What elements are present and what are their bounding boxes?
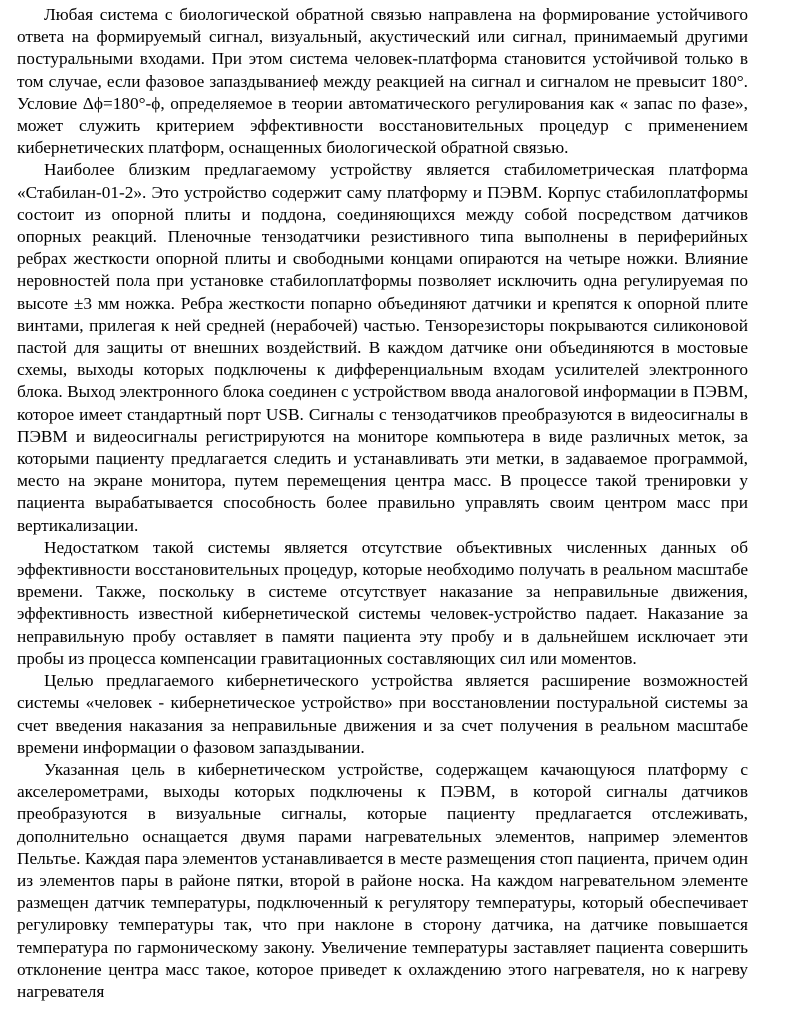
paragraph-stabilan-prototype: Наиболее близким предлагаемому устройству является стабилометрическая платформа «Стабилан-01-2». Это устройство содержит саму платформу и ПЭВМ. Корпус стабилоплатформы состоит из опорной плиты и поддона, соединяющихся между собой посредством датчиков опорных реакций. Пленочные тензодатчики резистивного типа выполнены в периферийных ребрах жесткости опорной плиты и свободными концами опираются на четыре ножки. Влияние неровностей пола при установке стабилоплатформы позволяет исключить одна регулируемая по высоте ±3 мм ножка. Ребра жесткости попарно объединяют датчики и крепятся к опорной плите винтами, прилегая к ней средней (нерабочей) частью. Тензорезисторы покрываются силиконовой пастой для защиты от внешних воздействий. В каждом датчике они объединяются в мостовые схемы, выходы которых подключены к дифференциальным входам усилителей электронного блока. Выход электронного блока соединен с устройством ввода аналоговой информации в ПЭВМ, которое имеет стандартный порт USB. Сигналы с тензодатчиков преобразуются в видеосигналы в ПЭВМ и видеосигналы регистрируются на мониторе компьютера в виде различных меток, за которыми пациенту предлагается следить и устанавливать эти метки, в задаваемое программой, место на экране монитора, путем перемещения центра масс. В процессе такой тренировки у пациента вырабатывается способность более правильно управлять своим центром масс при вертикализации. bbox=[17, 160, 749, 535]
document-page bbox=[17, 4, 748, 1003]
paragraph-device-goal: Целью предлагаемого кибернетического устройства является расширение возможностей системы «человек - кибернетическое устройство» при восстановлении постуральной системы за счет введения наказания за неправильные движения и за счет получения в реальном масштабе времени информации о фазовом запаздывании. bbox=[17, 671, 748, 757]
paragraph-prototype-drawbacks: Недостатком такой системы является отсутствие объективных численных данных об эффективности восстановительных процедур, которые необходимо получать в реальном масштабе времени. Также, поскольку в системе отсутствует наказание за неправильные движения, эффективность известной кибернетической системы человек-устройство падает. Наказание за неправильную пробу оставляет в памяти пациента эту пробу и в дальнейшем исключает эти пробы из процесса компенсации гравитационных составляющих сил или моментов. bbox=[17, 537, 748, 668]
paragraph-device-description: Указанная цель в кибернетическом устройстве, содержащем качающуюся платформу с акселерометрами, выходы которых подключены к ПЭВМ, в которой сигналы датчиков преобразуются в визуальные сигналы, которые пациенту предлагается отслеживать, дополнительно оснащается двумя парами нагревательных элементов, например элементов Пельтье. Каждая пара элементов устанавливается в месте размещения стоп пациента, причем один из элементов пары в районе пятки, второй в районе носка. На каждом нагревательном элементе размещен датчик температуры, подключенный к регулятору температуры, который обеспечивает регулировку температуры так, что при наклоне в сторону датчика, на датчике повышается температура по гармоническому закону. Увеличение температуры заставляет пациента совершить отклонение центра масс такое, которое приведет к охлаждению этого нагревателя, но к нагреву нагревателя bbox=[17, 759, 748, 1001]
paragraph-biofeedback-intro: Любая система с биологической обратной связью направлена на формирование устойчивого ответа на формируемый сигнал, визуальный, акустический или сигнал, принимаемый другими постуральными входами. При этом система человек-платформа становится устойчивой только в том случае, если фазовое запаздываниеϕ между реакцией на сигнал и сигналом не превысит 180°. Условие Δϕ=180°-ϕ, определяемое в теории автоматического регулирования как « запас по фазе», может служить критерием эффективности восстановительных процедур с применением кибернетических платформ, оснащенных биологической обратной связью. bbox=[17, 5, 748, 158]
